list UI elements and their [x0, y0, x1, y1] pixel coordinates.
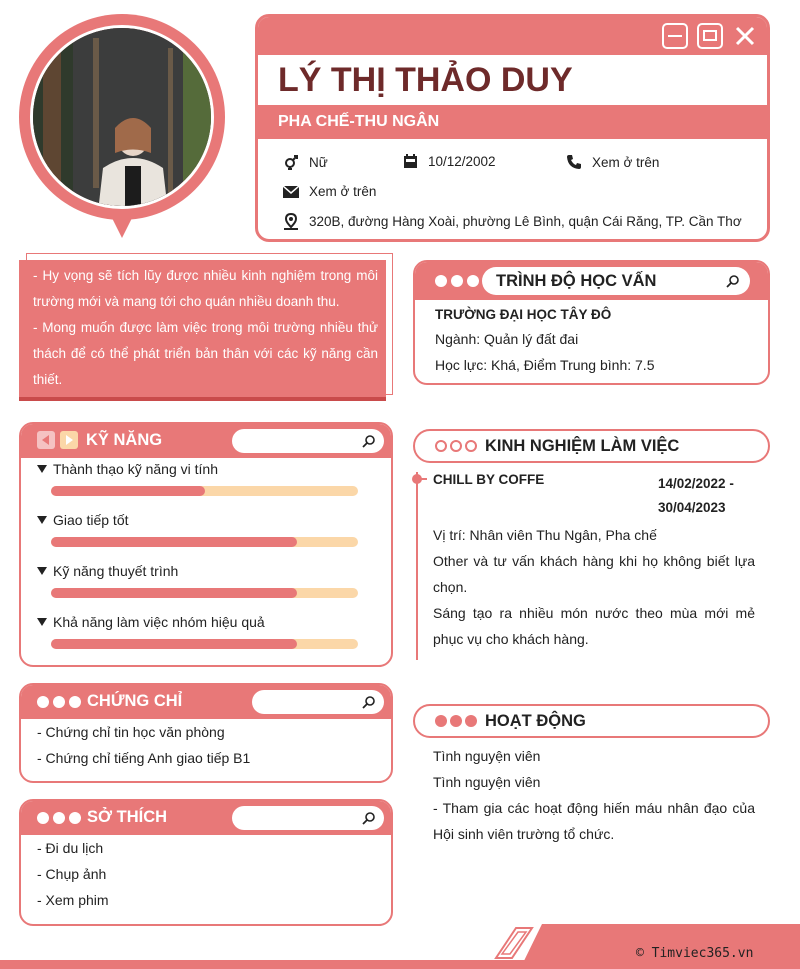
phone-icon	[566, 154, 582, 170]
search-icon	[362, 695, 376, 709]
phone-value: Xem ở trên	[592, 154, 660, 170]
school-name: TRƯỜNG ĐẠI HỌC TÂY ĐÔ	[435, 307, 612, 322]
skill-level-bar	[51, 537, 358, 547]
birthday-value: 10/12/2002	[428, 154, 496, 169]
address-value: 320B, đường Hàng Xoài, phường Lê Bình, quận Cái Răng, TP. Cần Thơ	[309, 214, 742, 229]
phone-row	[566, 154, 659, 170]
footer-bar	[0, 960, 800, 969]
caret-down-icon	[37, 567, 47, 575]
skill-label: Khả năng làm việc nhóm hiệu quả	[53, 614, 265, 630]
window-dots	[435, 275, 479, 287]
experience-details	[433, 522, 755, 652]
activity-item: Tình nguyện viên	[433, 748, 541, 764]
caret-down-icon	[37, 516, 47, 524]
email-value: Xem ở trên	[309, 184, 377, 199]
envelope-icon	[283, 186, 299, 198]
window-titlebar	[258, 17, 767, 55]
gender-value: Nữ	[309, 154, 328, 170]
skill-label: Giao tiếp tốt	[53, 512, 129, 528]
education-title: TRÌNH ĐỘ HỌC VẤN	[496, 272, 657, 290]
education-card	[413, 260, 770, 385]
gender-icon	[283, 154, 299, 170]
prev-arrow-icon[interactable]	[37, 431, 55, 449]
birthday-row	[403, 154, 496, 169]
activity-item: Tình nguyện viên	[433, 774, 541, 790]
timeline-line	[416, 472, 418, 660]
maximize-icon[interactable]	[697, 23, 723, 49]
hobbies-search[interactable]	[232, 806, 384, 830]
certificate-item: - Chứng chỉ tin học văn phòng	[37, 724, 225, 740]
skills-card	[19, 422, 393, 667]
avatar-frame	[19, 14, 225, 220]
work-period	[658, 472, 734, 520]
job-role: Vị trí: Nhân viên Thu Ngân, Pha chế	[433, 527, 657, 543]
minimize-icon[interactable]	[662, 23, 688, 49]
candidate-name: LÝ THỊ THẢO DUY	[278, 61, 573, 99]
skill-item	[37, 461, 218, 477]
education-grade: Học lực: Khá, Điểm Trung bình: 7.5	[435, 357, 655, 373]
skill-label: Thành thạo kỹ năng vi tính	[53, 461, 218, 477]
caret-down-icon	[37, 618, 47, 626]
address-row	[283, 213, 742, 230]
calendar-icon	[403, 154, 418, 169]
skill-item	[37, 563, 178, 579]
next-arrow-icon[interactable]	[60, 431, 78, 449]
objective-line-1: - Hy vọng sẽ tích lũy được nhiều kinh nghiệm trong môi trường mới và mang tới cho quán nhiều doanh thu.	[33, 268, 378, 309]
timeline-tick	[417, 478, 427, 480]
objective-underline	[19, 397, 386, 401]
search-icon	[362, 434, 376, 448]
experience-header	[413, 429, 770, 463]
search-icon	[362, 811, 376, 825]
location-pin-icon	[283, 213, 299, 230]
skills-header	[21, 424, 391, 458]
job-desc-2: Sáng tạo ra nhiều món nước theo mùa mới mẻ phục vụ cho khách hàng.	[433, 605, 755, 647]
caret-down-icon	[37, 465, 47, 473]
skills-search[interactable]	[232, 429, 384, 453]
hobby-item: - Đi du lịch	[37, 840, 104, 856]
education-major: Ngành: Quản lý đất đai	[435, 331, 579, 347]
hobby-item: - Xem phim	[37, 892, 109, 908]
education-title-pill	[482, 267, 750, 295]
certificates-header	[21, 685, 391, 719]
hobbies-title: SỞ THÍCH	[87, 808, 168, 826]
window-dots	[435, 440, 477, 452]
activities-title: HOẠT ĐỘNG	[485, 712, 586, 730]
certificates-search[interactable]	[252, 690, 384, 714]
skill-level-fill	[51, 588, 297, 598]
skill-level-fill	[51, 537, 297, 547]
avatar-photo	[30, 25, 214, 209]
skill-level-bar	[51, 639, 358, 649]
close-icon[interactable]	[732, 23, 758, 49]
profile-card	[255, 14, 770, 242]
footer-slash-icon	[494, 926, 534, 960]
skills-title: KỸ NĂNG	[86, 431, 163, 449]
work-date-from: 14/02/2022 -	[658, 476, 734, 491]
certificates-title: CHỨNG CHỈ	[87, 692, 183, 710]
watermark: © Timviec365.vn	[636, 946, 754, 961]
skill-level-fill	[51, 486, 205, 496]
company-name: CHILL BY COFFE	[433, 472, 545, 487]
candidate-position: PHA CHẾ-THU NGÂN	[258, 105, 767, 139]
skill-item	[37, 512, 129, 528]
hobby-item: - Chụp ảnh	[37, 866, 107, 882]
hobbies-list	[21, 835, 391, 913]
activities-header	[413, 704, 770, 738]
education-header	[415, 262, 768, 300]
gender-row	[283, 154, 328, 170]
activity-item: - Tham gia các hoạt động hiến máu nhân đạo của Hội sinh viên trường tổ chức.	[433, 800, 755, 842]
search-icon	[726, 274, 740, 288]
objective-line-2: - Mong muốn được làm việc trong môi trường nhiều thử thách để có thể phát triển bản thân với các kỹ năng cần thiết.	[33, 320, 378, 387]
skill-level-fill	[51, 639, 297, 649]
experience-title: KINH NGHIỆM LÀM VIỆC	[485, 437, 680, 455]
skill-level-bar	[51, 588, 358, 598]
certificates-card	[19, 683, 393, 783]
hobbies-card	[19, 799, 393, 926]
skill-label: Kỹ năng thuyết trình	[53, 563, 179, 579]
hobbies-header	[21, 801, 391, 835]
window-dots	[435, 715, 477, 727]
skill-level-bar	[51, 486, 358, 496]
certificate-item: - Chứng chỉ tiếng Anh giao tiếp B1	[37, 750, 251, 766]
skill-item	[37, 614, 265, 630]
window-dots	[37, 696, 81, 708]
work-date-to: 30/04/2023	[658, 500, 726, 515]
certificates-list	[21, 719, 391, 771]
career-objective	[19, 260, 386, 400]
activities-list	[433, 743, 755, 847]
education-body	[415, 300, 768, 378]
email-row	[283, 184, 376, 199]
window-dots	[37, 812, 81, 824]
job-desc-1: Other và tư vấn khách hàng khi họ không biết lựa chọn.	[433, 553, 755, 595]
